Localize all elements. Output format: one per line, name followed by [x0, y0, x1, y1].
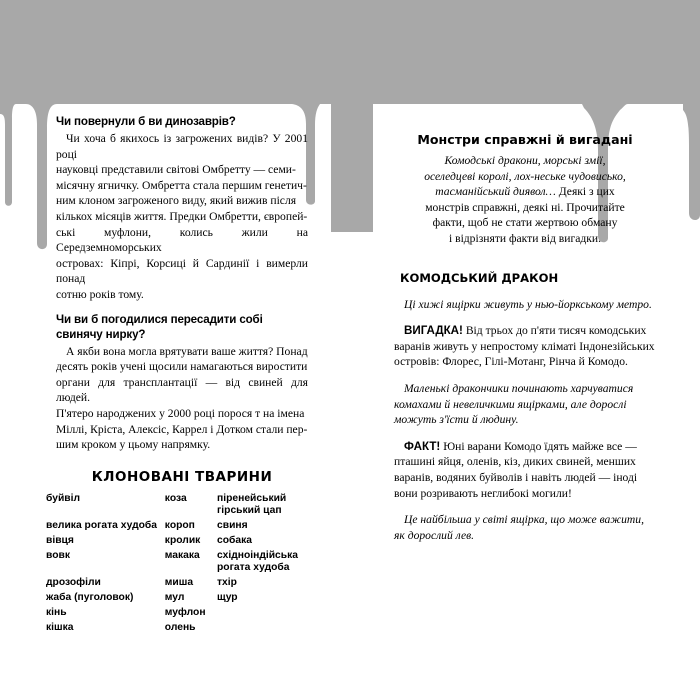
- cloned-animals-title: КЛОНОВАНІ ТВАРИНИ: [91, 468, 273, 485]
- table-row: [46, 520, 298, 535]
- animal-cell: жаба (пуголовок): [46, 591, 134, 603]
- intro-line: і відрізняти факти від вигадки.: [448, 231, 602, 245]
- intro-line: факти, щоб не стати жертвою обману: [432, 216, 618, 230]
- intro-line: монстрів справжні, деякі ні. Прочитайте: [425, 200, 625, 214]
- intro-italic-part: тасманійський диявол…: [435, 185, 556, 199]
- paragraph-line: Маленькі дракончики починають харчуватися: [404, 381, 634, 395]
- left-page: [46, 114, 308, 637]
- myth-label: ВИГАДКА!: [404, 324, 463, 338]
- myth-paragraph: [394, 323, 656, 370]
- kidney-line: шим кроком у цьому напрямку.: [56, 438, 211, 452]
- claim-paragraph: [394, 381, 656, 428]
- dinosaurs-line: науковці представили світові Омбретту — семи-: [56, 163, 296, 177]
- table-row: [46, 622, 298, 637]
- animal-cell: [217, 622, 298, 637]
- animal-cell: велика рогата худоба: [46, 519, 157, 531]
- kidney-line: десять років учені щосили намагаються виростити: [56, 360, 308, 374]
- table-row: [46, 493, 298, 520]
- table-row: [46, 577, 298, 592]
- claim-paragraph: [394, 297, 656, 313]
- animal-cell: свиня: [217, 519, 248, 531]
- animal-cell: тхір: [217, 576, 237, 588]
- animal-cell: вовк: [46, 549, 70, 561]
- komodo-heading: КОМОДСЬКИЙ ДРАКОН: [400, 270, 559, 285]
- animal-cell: кролик: [164, 534, 201, 546]
- animal-cell: [217, 607, 298, 622]
- monsters-title: Монстри справжні й вигадані: [417, 132, 633, 147]
- dinosaurs-line: Чи хоча б якихось із загрожених видів? У 2001 році: [56, 132, 308, 161]
- intro-line: Комодські дракони, морські змії,: [444, 154, 606, 167]
- fact-label: ФАКТ!: [404, 439, 441, 453]
- animal-cell: собака: [217, 534, 252, 546]
- table-row: [46, 535, 298, 550]
- paragraph-line: Ці хижі ящірки живуть у нью-йоркському метро.: [404, 297, 652, 311]
- animal-cell: кішка: [46, 621, 74, 633]
- animal-cell: піренейський гірський цап: [217, 492, 287, 516]
- animal-cell: дрозофіли: [46, 576, 101, 588]
- dinosaurs-line: кількох місяців життя. Предки Омбретти, європей-: [56, 209, 308, 223]
- cloned-animals-table: [46, 493, 298, 637]
- kidney-line: Міллі, Кріста, Алексіс, Каррел і Дотком стали пер-: [56, 422, 308, 436]
- kidney-line: П'ятеро народжених у 2000 році порося т на імена: [56, 406, 305, 420]
- dinosaurs-line: сотню років тому.: [56, 287, 144, 301]
- intro-line: [394, 184, 656, 200]
- right-page: [394, 114, 656, 554]
- intro-normal-part: Деякі з цих: [555, 185, 615, 199]
- animal-cell: мул: [164, 591, 185, 603]
- table-row: [46, 592, 298, 607]
- animal-cell: коза: [164, 492, 187, 504]
- animal-cell: східноіндійська рогата худоба: [217, 549, 298, 573]
- animal-cell: вівця: [46, 534, 74, 546]
- intro-line: оселедцеві королі, лох-неське чудовисько,: [424, 169, 626, 183]
- dinosaurs-line: островах: Кіпрі, Корсиці й Сардинії і вимерли понад: [56, 256, 308, 286]
- table-row: [46, 607, 298, 622]
- animal-cell: буйвіл: [46, 492, 81, 504]
- paragraph-line: варанів, водяних буйволів і навіть людей — іноді: [394, 470, 638, 484]
- paragraph-line: як дорослий лев.: [394, 528, 475, 542]
- claim-paragraph: [394, 512, 656, 543]
- fact-paragraph: [394, 439, 656, 501]
- paragraph-line: комахами й невеличкими ящірками, але дорослі: [394, 397, 627, 411]
- paragraph-line: варанів живуть у непростому кліматі Індонезійських: [394, 339, 655, 353]
- dinosaurs-line: місячну ягничку. Омбретта стала першим генетич-: [56, 178, 307, 192]
- kidney-line: А якби вона могла врятувати ваше життя? Понад: [66, 344, 308, 358]
- paragraph-line: пташині яйця, оленів, кіз, диких свиней, менших: [394, 455, 636, 469]
- paragraph-line: можуть з'їсти й людину.: [394, 413, 519, 427]
- dinosaurs-heading: Чи повернули б ви динозаврів?: [56, 115, 236, 128]
- paragraph-line: Юні варани Комодо їдять майже все —: [440, 439, 637, 453]
- kidney-heading: Чи ви б погодилися пересадити собі свинячу нирку?: [56, 312, 263, 341]
- animal-cell: макака: [164, 549, 200, 561]
- paragraph-line: вони розривають неглибокі могили!: [394, 486, 572, 500]
- animal-cell: щур: [217, 591, 238, 603]
- kidney-line: органи для трансплантації — від свиней для людей.: [56, 375, 308, 405]
- dinosaurs-line: ним клоном загроженого виду, який вижив після: [56, 194, 297, 208]
- table-row: [46, 550, 298, 577]
- animal-cell: короп: [164, 519, 195, 531]
- animal-cell: олень: [164, 621, 196, 633]
- dinosaurs-line: ські муфлони, колись жили на Середземноморських: [56, 225, 308, 255]
- paragraph-line: островів: Флорес, Гілі-Мотанг, Рінча й Комодо.: [394, 355, 628, 369]
- paragraph-line: Це найбільша у світі ящірка, що може важити,: [404, 513, 644, 527]
- animal-cell: муфлон: [164, 606, 206, 618]
- animal-cell: миша: [164, 576, 194, 588]
- animal-cell: кінь: [46, 606, 67, 618]
- paragraph-line: Від трьох до п'яти тисяч комодських: [462, 324, 647, 338]
